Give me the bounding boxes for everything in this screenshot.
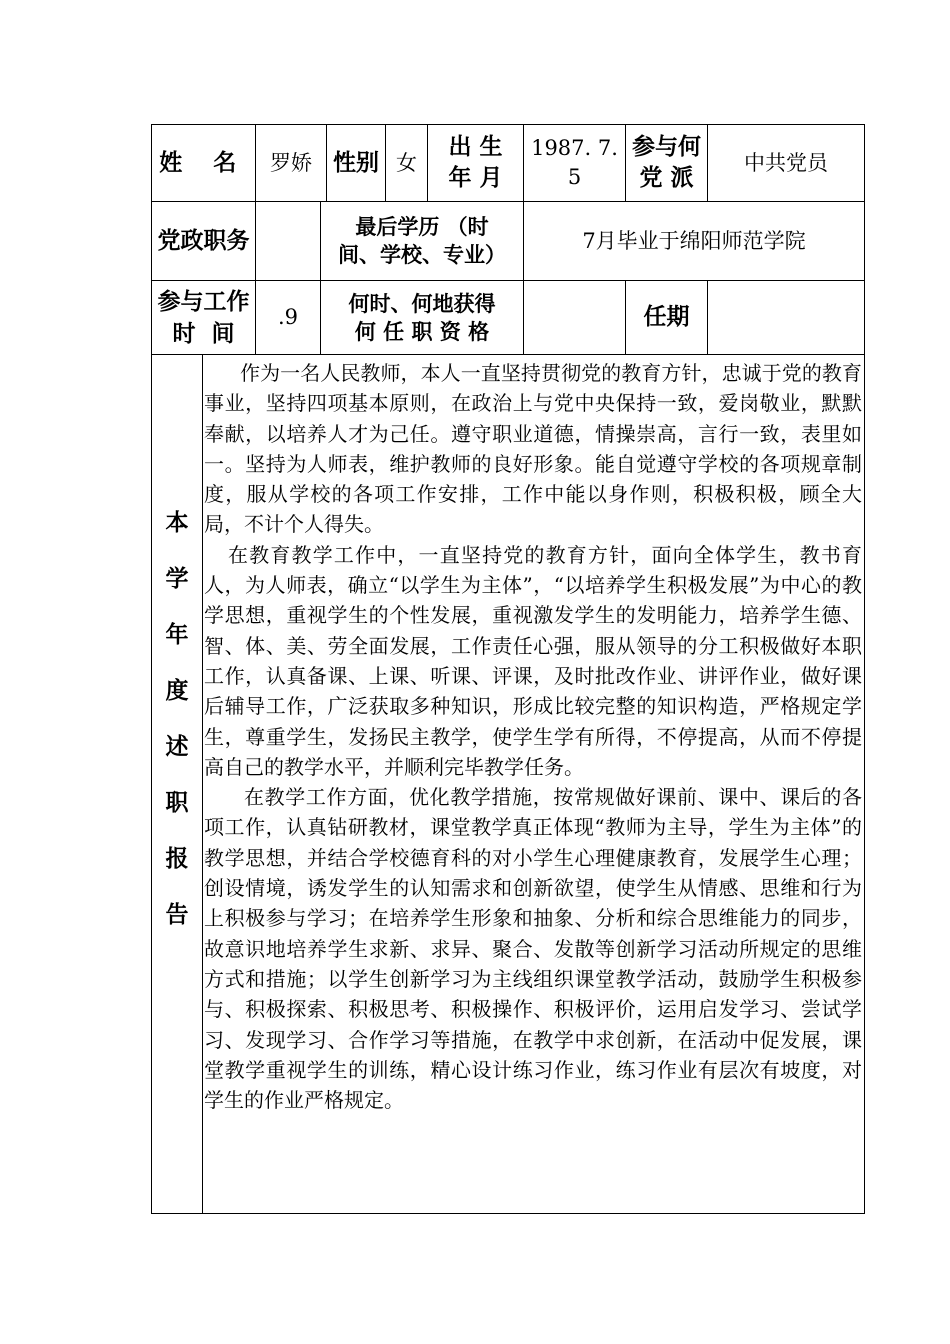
education-label-line1: 最后学历 （时	[355, 215, 489, 239]
report-side-char: 本	[165, 510, 189, 536]
gender-label: 性别	[333, 149, 379, 176]
birth-label	[428, 125, 523, 201]
work-start-label-line1: 参与工作	[157, 288, 250, 315]
qualification-label	[321, 281, 523, 354]
report-body	[204, 358, 862, 1115]
birth-value	[524, 125, 625, 201]
term-label: 任期	[643, 304, 690, 330]
position-label: 党政职务	[157, 227, 250, 254]
qualification-label-line2: 何 任 职 资 格	[354, 319, 490, 344]
birth-label-line1: 出 生	[448, 134, 503, 160]
education-label-line2: 间、学校、专业）	[338, 243, 506, 267]
report-side-label	[152, 508, 202, 1068]
report-side-char: 学	[165, 566, 189, 592]
report-side-char: 年	[165, 622, 189, 648]
birth-value-line1: 1987. 7.	[531, 136, 618, 160]
report-paragraph: 作为一名人民教师，本人一直坚持贯彻党的教育方针，忠诚于党的教育事业，坚持四项基本原则，在政治上与党中央保持一致，爱岗敬业，默默奉献，以培养人才为己任。遵守职业道德，情操崇高，言行一致，表里如一。坚持为人师表，维护教师的良好形象。能自觉遵守学校的各项规章制度，服从学校的各项工作安排，工作中能以身作则，积极积极，顾全大局，不计个人得失。	[204, 361, 862, 537]
party-value: 中共党员	[744, 150, 828, 175]
report-paragraph: 在教学工作方面，优化教学措施，按常规做好课前、课中、课后的各项工作，认真钻研教材，课堂教学真正体现“教师为主导，学生为主体”的教学思想，并结合学校德育科的对小学生心理健康教育，发展学生心理；创设情境，诱发学生的认知需求和创新欲望，使学生从情感、思维和行为上积极参与学习；在培养学生形象和抽象、分析和综合思维能力的同步，故意识地培养学生求新、求异、聚合、发散等创新学习活动所规定的思维方式和措施；以学生创新学习为主线组织课堂教学活动，鼓励学生积极参与、积极探索、积极思考、积极操作、积极评价，运用启发学习、尝试学习、发现学习、合作学习等措施，在教学中求创新，在活动中促发展，课堂教学重视学生的训练，精心设计练习作业，练习作业有层次有坡度，对学生的作业严格规定。	[204, 785, 862, 1113]
term-value	[708, 281, 864, 354]
party-label-line1: 参与何	[632, 134, 701, 160]
education-value: 7月毕业于绵阳师范学院	[582, 228, 806, 253]
report-side-char: 告	[165, 902, 189, 928]
work-start-label	[152, 281, 255, 354]
party-label-line2: 党 派	[639, 165, 694, 191]
row-divider	[151, 354, 865, 355]
work-start-label-line2: 时 间	[172, 320, 235, 347]
report-side-char: 述	[165, 734, 189, 760]
col-divider	[202, 354, 203, 1214]
report-paragraph: 在教育教学工作中，一直坚持党的教育方针，面向全体学生，教书育人，为人师表，确立“以学生为主体”，“以培养学生积极发展”为中心的教学思想，重视学生的个性发展，重视激发学生的发明能力，培养学生德、智、体、美、劳全面发展，工作责任心强，服从领导的分工积极做好本职工作，认真备课、上课、听课、评课，及时批改作业、讲评作业，做好课后辅导工作，广泛获取多种知识，形成比较完整的知识构造，严格规定学生，尊重学生，发扬民主教学，使学生学有所得，不停提高，从而不停提高自己的教学水平，并顺利完毕教学任务。	[204, 542, 862, 779]
work-start-value: .9	[277, 305, 299, 329]
qualification-label-line1: 何时、何地获得	[348, 291, 496, 316]
birth-value-line2: 5	[567, 165, 582, 189]
report-side-char: 职	[165, 790, 189, 816]
position-value	[256, 202, 320, 280]
gender-value: 女	[396, 150, 417, 175]
education-label	[321, 202, 523, 280]
report-side-char: 度	[165, 678, 189, 704]
name-label: 姓 名	[159, 149, 248, 176]
birth-label-line2: 年 月	[448, 165, 503, 191]
party-label	[626, 125, 707, 201]
name-value: 罗娇	[270, 150, 312, 175]
qualification-value	[524, 281, 625, 354]
report-side-char: 报	[165, 846, 189, 872]
